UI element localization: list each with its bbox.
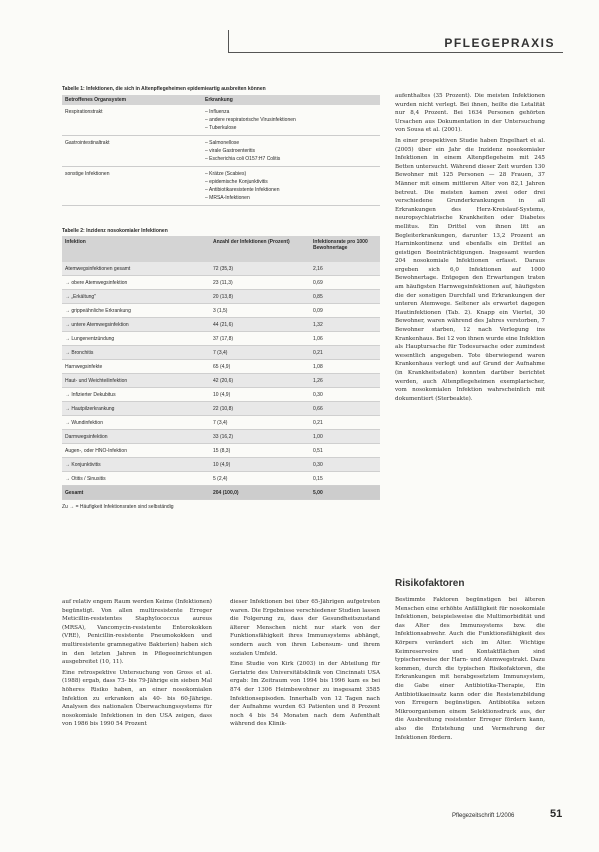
table-row bbox=[62, 290, 380, 304]
table-cell-rate: 1,32 bbox=[313, 321, 323, 328]
paragraph: dieser Infektionen bei über 65-Jährigen aufgetreten waren. Die Ergebnisse verschiedener Studien lassen die Folgerung zu, dass der Gesundheitszustand älterer Menschen nicht nur stark von der Funktionsfähigkeit ihres Immunsystems abhängt, sondern auch von ihren Lebensum- und ihrem sozialen Umfeld. bbox=[230, 599, 380, 657]
table-cell-count: 5 (2,4) bbox=[213, 475, 228, 482]
page-number: 51 bbox=[550, 808, 563, 820]
table-cell-rate: 0,21 bbox=[313, 419, 323, 426]
table-1-header bbox=[62, 95, 380, 105]
table-cell-infection: Atemwegsinfektionen gesamt bbox=[65, 265, 131, 272]
table-cell-infection: → Lungenentzündung bbox=[65, 335, 115, 342]
list-item: – epidemische Konjunktivitis bbox=[205, 179, 268, 185]
table-cell-rate: 0,30 bbox=[313, 391, 323, 398]
table-row bbox=[62, 332, 380, 346]
paragraph: Eine Studie von Kirk (2003) in der Abteilung für Geriatrie des Universitätsklinik von Cincinnati USA ergab: Im Zeitraum von 1994 bis 1996 kam es bei 874 der 1306 Heimbewohner zu insgesamt 3585 Infektionsepisoden. Innerhalb von 12 Tagen nach der Aufnahme wurden 63 Patienten und 8 Prozent noch 4 bis 54 Monaten nach dem Aufenthalt während des Klinik- bbox=[230, 661, 380, 728]
table-1 bbox=[62, 86, 380, 206]
table-1-group bbox=[62, 105, 380, 136]
table-cell-infection: → „Erkältung" bbox=[65, 293, 96, 300]
table-row bbox=[62, 430, 380, 444]
table-2-header bbox=[62, 236, 380, 262]
table-cell-infection: → Infizierter Dekubitus bbox=[65, 391, 116, 398]
table-row bbox=[62, 346, 380, 360]
paragraph: aufenthaltes (35 Prozent). Die meisten Infektionen wurden nicht verlegt. Bei ihnen, heilte die Letalität nur 8,4 Prozent. Bei 1634 Personen gehörten Ursachen aus Dokumentation in der Untersuchung von Sousa et al. (2001). bbox=[395, 93, 545, 134]
table-1-header-organ: Betroffenes Organsystem bbox=[65, 97, 127, 103]
table-cell-count: 37 (17,8) bbox=[213, 335, 234, 342]
table-cell-rate: 1,00 bbox=[313, 433, 323, 440]
table-cell-rate: 0,85 bbox=[313, 293, 323, 300]
paragraph: In einer prospektiven Studie haben Engelhart et al. (2005) über ein Jahr die Inzidenz nosokomialer Infektionen in einem Altenpflegeheim mit 245 Betten untersucht. Während dieser Zeit wurden 130 Bewohner mit 125 Personen — 28 Frauen, 37 Männer mit einem mittleren Alter von 82,1 Jahren betreut. Die meisten kamen zwei oder drei verschiedene Grunderkrankungen in all Erkrankungen des Herz-Kreislauf-Systems, neuropsychiatrische Krankheiten oder Diabetes mellitus. Ein Drittel von ihnen litt an Begleiterkrankungen, darunter 13,2 Prozent an Harninkontinenz und ebenfalls ein Drittel an geistigen Beeinträchtigungen. Insgesamt wurden 204 nosokomiale Infektionen erfasst. Daraus ergeben sich 6,0 Infektionen auf 1000 Bewohnertage. Entgegen den Erwartungen traten am häufigsten Harnwegsinfektionen auf, häufigsten die der sonstigen Durchfall und Erkrankungen der unteren Atemwege. Seltener als erwartet dagegen Hautinfektionen (Tab. 2). Knapp ein Viertel, 30 Bewohner, waren während des Jahres verstorben, 7 Bewohner starben, 12 nach Verlegung ins Krankenhaus. Bei 12 von ihnen wurde eine Infektion als Hauptursache für Todesursache oder zumindest wesentlich angegeben. Tote überwiegend waren Krankenhaus verlegt und auf Grund der Aufnahme (in Krankheitsdaten) konnten darüber berichtet werden, auch Altenpflegeheimen exemplarischer, vom nosokomialen Infektion wahrscheinlich mit dokumentiert (Sterbeakte). bbox=[395, 137, 545, 402]
table-cell-infection: → Bronchitis bbox=[65, 349, 94, 356]
table-1-header-disease: Erkrankung bbox=[205, 97, 233, 103]
list-item: – Krätze (Scabies) bbox=[205, 171, 247, 177]
list-item: – Salmonellose bbox=[205, 140, 240, 146]
table-cell-infection: → Wundinfektion bbox=[65, 419, 103, 426]
table-cell-infection: → grippeähnliche Erkrankung bbox=[65, 307, 131, 314]
table-2-caption: Tabelle 2: Inzidenz nosokomialer Infektionen bbox=[62, 228, 168, 234]
table-row bbox=[62, 472, 380, 486]
table-2-body bbox=[62, 262, 380, 500]
table-cell-count: 33 (16,2) bbox=[213, 433, 234, 440]
list-item: – MRSA-Infektionen bbox=[205, 195, 250, 201]
table-cell-count: 10 (4,9) bbox=[213, 461, 231, 468]
table-cell-infection: Darmwegsinfektion bbox=[65, 433, 108, 440]
table-1-organ: Gastrointestinaltrakt bbox=[65, 140, 110, 146]
table-2-note: Zu → = Häufigkeit Infektionsraten sind selbständig bbox=[62, 504, 174, 510]
table-1-organ: Respirationstrakt bbox=[65, 109, 103, 115]
table-2-header-infection: Infektion bbox=[65, 239, 86, 245]
table-row bbox=[62, 486, 380, 500]
table-cell-infection: Haut- und Weichteilinfektion bbox=[65, 377, 128, 384]
header-rule-vertical bbox=[228, 30, 229, 52]
paragraph: Bestimmte Faktoren begünstigen bei älteren Menschen eine erhöhte Anfälligkeit für nosokomiale Infektionen, beispielsweise die Multimorbidität und das Alter des Immunsystems bzw. die Infektionsabwehr. Auch die Funktionsfähigkeit des Körpers verändert sich im Alter. Wichtige Keimreservoire und Kontaktflächen sind typischerweise der Harn- und Atemwegstrakt. Dazu kommen, durch die typischen Risikofaktoren, die Erkrankungen mit herabgesetztem Immunsystem, die Gabe einer Antibiotika-Therapie, Ein Antibiotikaeinsatz kann oder die Resistenzbildung von Erregern begünstigen. Antibiotika setzen Mikroorganismen einem Selektionsdruck aus, der die Ausbreitung resistenter Erreger fördern kann, also die Entstehung und Vermehrung der Infektionen fördern. bbox=[395, 597, 545, 741]
table-cell-count: 10 (4,9) bbox=[213, 391, 231, 398]
text-column-middle bbox=[230, 598, 380, 731]
table-cell-infection: Gesamt bbox=[65, 489, 84, 496]
list-item: – Tuberkulose bbox=[205, 125, 237, 131]
list-item: – Escherichia coli O157:H7 Colitis bbox=[205, 156, 281, 162]
table-1-caption: Tabelle 1: Infektionen, die sich in Altenpflegeheimen epidemieartig ausbreiten können bbox=[62, 86, 266, 92]
table-cell-rate: 0,09 bbox=[313, 307, 323, 314]
table-cell-rate: 5,00 bbox=[313, 489, 323, 496]
table-cell-rate: 0,66 bbox=[313, 405, 323, 412]
table-cell-rate: 1,06 bbox=[313, 335, 323, 342]
section-heading: Risikofaktoren bbox=[395, 578, 465, 589]
table-cell-rate: 0,15 bbox=[313, 475, 323, 482]
table-cell-rate: 0,51 bbox=[313, 447, 323, 454]
table-cell-count: 204 (100,0) bbox=[213, 489, 239, 496]
table-row bbox=[62, 360, 380, 374]
table-cell-infection: Harnwegsinfekte bbox=[65, 363, 103, 370]
table-cell-count: 22 (10,8) bbox=[213, 405, 234, 412]
table-cell-count: 7 (3,4) bbox=[213, 349, 228, 356]
table-cell-infection: Augen-, oder HNO-Infektion bbox=[65, 447, 127, 454]
list-item: – andere respiratorische Virusinfektionen bbox=[205, 117, 296, 123]
journal-footer: Pflegezeitschrift 1/2006 bbox=[452, 813, 515, 819]
table-1-disease-list bbox=[205, 171, 280, 203]
table-cell-count: 72 (35,3) bbox=[213, 265, 234, 272]
text-column-right bbox=[395, 92, 545, 405]
section-title: PFLEGEPRAXIS bbox=[444, 36, 555, 50]
paragraph: auf relativ engem Raum werden Keime (Infektionen) begünstigt. Von allen multiresistente Erreger Meticillin-resistentes Staphylococcus aureus (MRSA), Vancomycin-resistente Enterokokken (VRE), Penicillin-resistente Pneumokokken und multiresistente gramnegative Bakterien) haben sich in den letzten Jahren in Pflegeeinrichtungen ausgebreitet (10, 11). bbox=[62, 599, 212, 666]
table-row bbox=[62, 304, 380, 318]
table-2-header-rate: Infektionsrate pro 1000 Bewohnertage bbox=[313, 239, 368, 251]
table-cell-rate: 2,16 bbox=[313, 265, 323, 272]
table-row bbox=[62, 318, 380, 332]
table-row bbox=[62, 402, 380, 416]
list-item: – virale Gastroenteritis bbox=[205, 148, 256, 154]
table-1-disease-list bbox=[205, 109, 296, 133]
table-2 bbox=[62, 228, 380, 510]
table-cell-count: 15 (8,3) bbox=[213, 447, 231, 454]
table-cell-infection: → Hautpilzerkrankung bbox=[65, 405, 115, 412]
list-item: – Influenza bbox=[205, 109, 230, 115]
table-cell-rate: 1,08 bbox=[313, 363, 323, 370]
table-row bbox=[62, 444, 380, 458]
table-cell-count: 20 (13,8) bbox=[213, 293, 234, 300]
table-cell-infection: → Konjunktivitis bbox=[65, 461, 101, 468]
table-cell-rate: 0,21 bbox=[313, 349, 323, 356]
table-cell-infection: → obere Atemwegsinfektion bbox=[65, 279, 128, 286]
table-1-group bbox=[62, 167, 380, 206]
table-row bbox=[62, 276, 380, 290]
list-item: – Antibiotikaresistente Infektionen bbox=[205, 187, 280, 193]
paragraph: Eine retrospektive Untersuchung von Gross et al. (1988) ergab, dass 73- bis 79-Jährige ein sieben Mal höheres Risiko haben, an einer nosokomialen Infektion zu erkranken als 40- bis 60-Jährige. Analysen des nationalen Überwachungssystems für nosokomiale Infektionen in den USA zeigen, dass von 1986 bis 1990 54 Prozent bbox=[62, 669, 212, 728]
table-cell-count: 7 (3,4) bbox=[213, 419, 228, 426]
table-cell-infection: → untere Atemwegsinfektion bbox=[65, 321, 129, 328]
table-cell-count: 65 (4,9) bbox=[213, 363, 231, 370]
table-row bbox=[62, 388, 380, 402]
table-cell-count: 42 (20,6) bbox=[213, 377, 234, 384]
text-column-left bbox=[62, 598, 212, 731]
table-cell-rate: 0,69 bbox=[313, 279, 323, 286]
table-cell-infection: → Otitis / Sinusitis bbox=[65, 475, 106, 482]
table-row bbox=[62, 458, 380, 472]
text-column-risk bbox=[395, 596, 545, 744]
table-row bbox=[62, 374, 380, 388]
table-2-header-count: Anzahl der Infektionen (Prozent) bbox=[213, 239, 290, 245]
table-row bbox=[62, 262, 380, 276]
table-cell-count: 3 (1,5) bbox=[213, 307, 228, 314]
table-cell-count: 23 (11,3) bbox=[213, 279, 233, 286]
header-rule bbox=[228, 52, 563, 53]
table-1-organ: sonstige Infektionen bbox=[65, 171, 110, 177]
table-1-group bbox=[62, 136, 380, 167]
table-cell-rate: 1,26 bbox=[313, 377, 323, 384]
table-1-disease-list bbox=[205, 140, 280, 164]
table-cell-rate: 0,30 bbox=[313, 461, 323, 468]
table-cell-count: 44 (21,6) bbox=[213, 321, 234, 328]
table-row bbox=[62, 416, 380, 430]
